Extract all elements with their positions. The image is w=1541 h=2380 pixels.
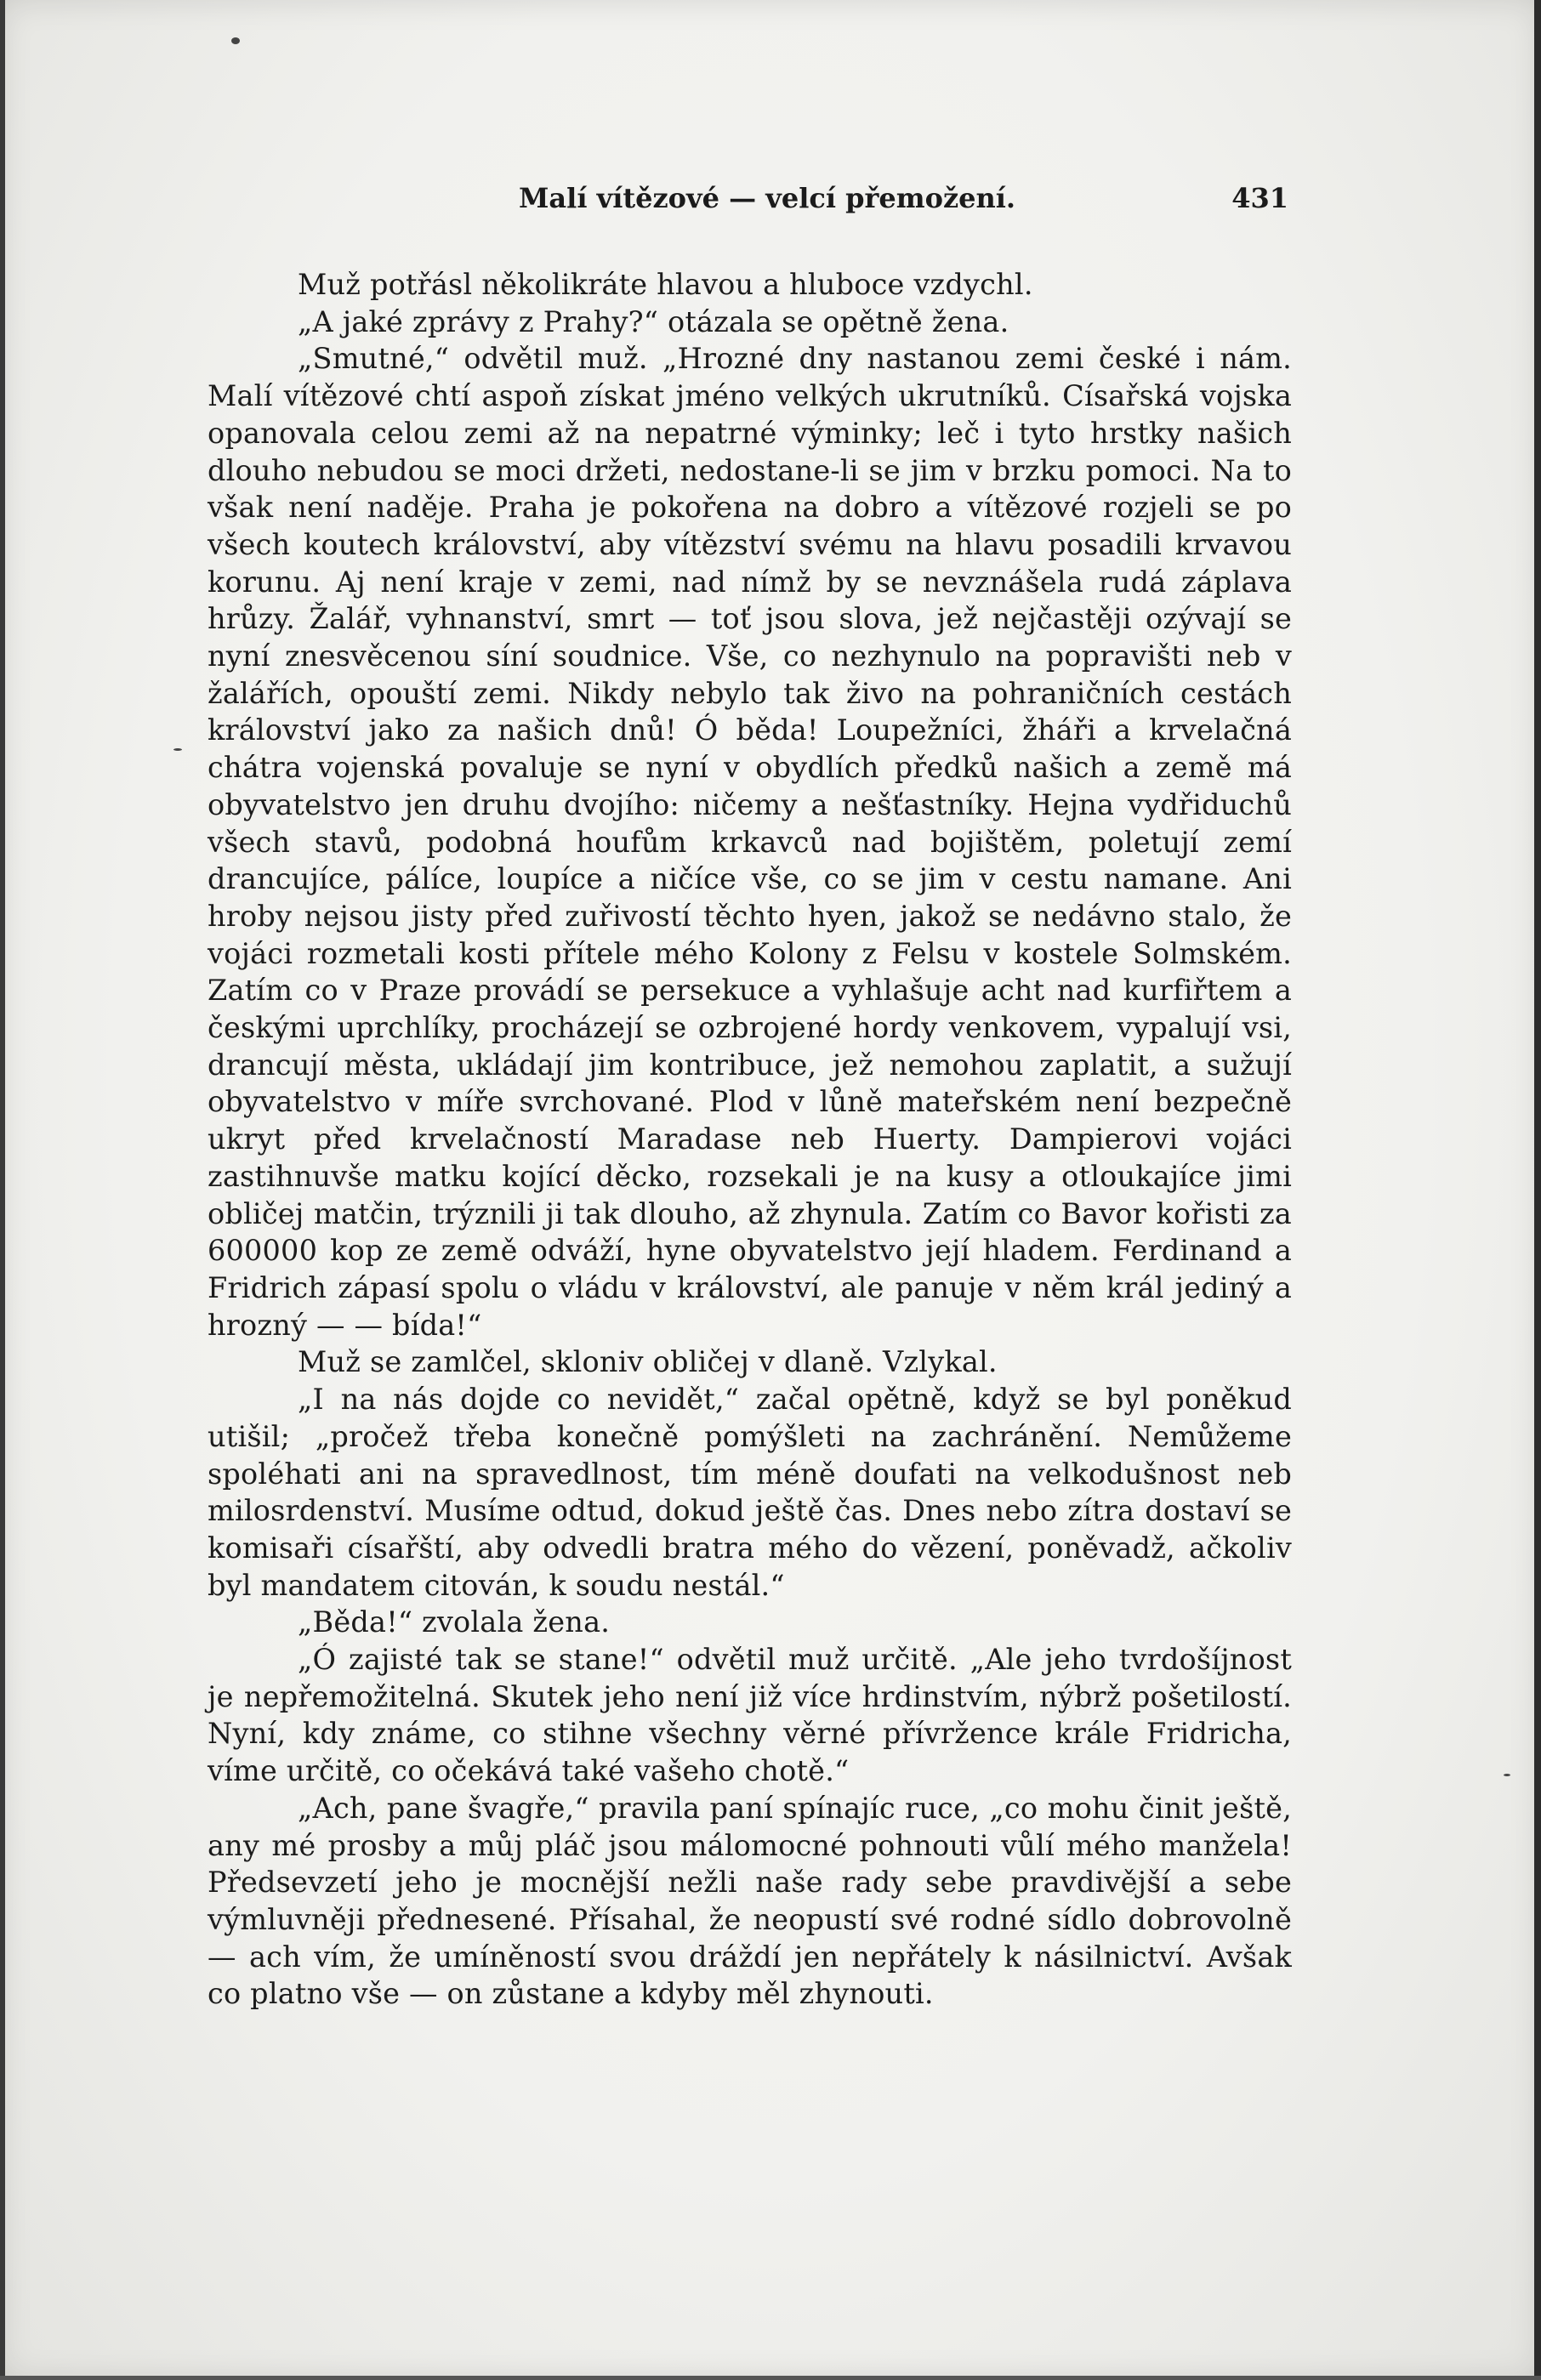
page-number: 431 <box>1231 182 1288 214</box>
paragraph: „Ó zajisté tak se stane!“ odvětil muž určitě. „Ale jeho tvrdošíjnost je nepřemožitelná. Skutek jeho není již více hrdinstvím, nýbrž pošetilostí. Nyní, kdy známe, co stihne všechny věrné přívržence krále Fridricha, víme určitě, co očekává také vašeho chotě.“ <box>208 1643 1292 1788</box>
paragraph: „Ach, pane švagře,“ pravila paní spínajíc ruce, „co mohu činit ještě, any mé prosby a můj pláč jsou málomocné pohnouti vůlí mého manžela! Předsevzetí jeho je mocnější nežli naše rady sebe pravdivější a sebe výmluvněji přednesené. Přísahal, že neopustí své rodné sídlo dobrovolně — ach vím, že umíněností svou dráždí jen nepřátely k násilnictví. Avšak co platno vše — on zůstane a kdyby měl zhynouti. <box>208 1791 1292 2011</box>
ink-speck <box>1504 1774 1510 1776</box>
running-title: Malí vítězové — velcí přemožení. <box>519 182 1016 214</box>
paragraph: „I na nás dojde co nevidět,“ začal opětně, když se byl poněkud utišil; „pročež třeba konečně pomýšleti na zachránění. Nemůžeme spoléhati ani na spravedlnost, tím méně doufati na velkodušnost neb milosrdenství. Musíme odtud, dokud ještě čas. Dnes nebo zítra dostaví se komisaři císařští, aby odvedli bratra mého do vězení, poněvadž, ačkoliv byl mandatem citován, k soudu nestál.“ <box>208 1383 1292 1602</box>
paragraph: „Běda!“ zvolala žena. <box>298 1605 611 1639</box>
body-text <box>208 266 1292 2013</box>
ink-speck <box>173 748 182 751</box>
scan-edge-right <box>1534 0 1541 2380</box>
scan-edge-left <box>0 0 5 2380</box>
paragraph: „A jaké zprávy z Prahy?“ otázala se opětně žena. <box>298 304 1009 338</box>
paragraph: Muž se zamlčel, skloniv obličej v dlaně. Vzlykal. <box>298 1345 998 1379</box>
paragraph: Muž potřásl několikráte hlavou a hluboce vzdychl. <box>298 268 1033 301</box>
ink-speck <box>231 37 240 44</box>
page-header <box>519 182 1288 224</box>
paragraph: „Smutné,“ odvětil muž. „Hrozné dny nastanou zemi české i nám. Malí vítězové chtí aspoň získat jméno velkých ukrutníků. Císařská vojska opanovala celou zemi až na nepatrné výminky; leč i tyto hrstky našich dlouho nebudou se moci držeti, nedostane-li se jim v brzku pomoci. Na to však není naděje. Praha je pokořena na dobro a vítězové rozjeli se po všech koutech království, aby vítězství svému na hlavu posadili krvavou korunu. Aj není kraje v zemi, nad nímž by se nevznášela rudá záplava hrůzy. Žalář, vyhnanství, smrt — toť jsou slova, jež nejčastěji ozývají se nyní znesvěcenou síní soudnice. Vše, co nezhynulo na popravišti neb v žalářích, opouští zemi. Nikdy nebylo tak živo na pohraničních cestách království jako za našich dnů! Ó běda! Loupežníci, žháři a krvelačná chátra vojenská povaluje se nyní v obydlích předků našich a země má obyvatelstvo jen druhu dvojího: ničemy a nešťastníky. Hejna vydřiduchů všech stavů, podobná houfům krkavců nad bojištěm, poletují zemí drancujíce, pálíce, loupíce a ničíce vše, co se jim v cestu namane. Ani hroby nejsou jisty před zuřivostí těchto hyen, jakož se nedávno stalo, že vojáci rozmetali kosti přítele mého Kolony z Felsu v kostele Solmském. Zatím co v Praze provádí se persekuce a vyhlašuje acht nad kurfiřtem a českými uprchlíky, procházejí se ozbrojené hordy venkovem, vypalují vsi, drancují města, ukládají jim kontribuce, jež nemohou zaplatit, a sužují obyvatelstvo v míře svrchované. Plod v lůně mateřském není bezpečně ukryt před krvelačností Maradase neb Huerty. Dampierovi vojáci zastihnuvše matku kojící děcko, rozsekali je na kusy a otloukajíce jimi obličej matčin, trýznili ji tak dlouho, až zhynula. Zatím co Bavor kořisti za 600000 kop ze země odváží, hyne obyvatelstvo její hladem. Ferdinand a Fridrich zápasí spolu o vládu v království, ale panuje v něm král jediný a hrozný — — bída!“ <box>208 342 1292 1342</box>
scan-edge-bottom <box>0 2376 1541 2380</box>
